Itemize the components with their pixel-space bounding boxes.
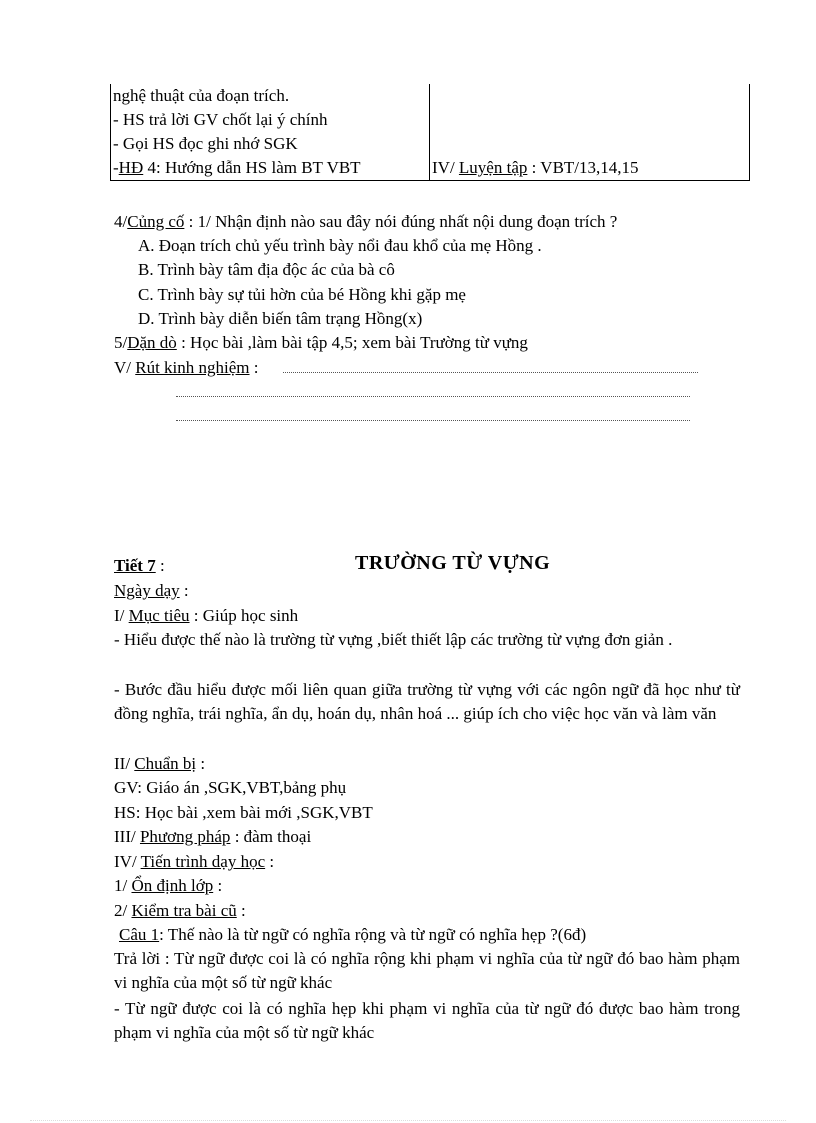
answer-c: C. Trình bày sự tủi hờn của bé Hồng khi gặp mẹ [138,285,466,304]
phuong-phap-label: Phương pháp [139,827,231,846]
table-cell [430,156,750,181]
text: Ngày dạy [114,581,180,600]
text: : [213,876,223,895]
text: V/ [114,358,136,377]
text: : Thế nào là từ ngữ có nghĩa rộng và từ ngữ có nghĩa hẹp ?(6đ) [159,925,587,944]
tien-trinh-label: Tiến trình dạy học [140,852,266,871]
chuan-bi-label: Chuẩn bị [134,754,197,773]
answer-b: B. Trình bày tâm địa độc ác của bà cô [138,260,395,279]
text: : đàm thoại [230,827,312,846]
muc-tieu-label: Mục tiêu [128,606,190,625]
dotted-line [176,396,690,397]
text: 5/ [114,333,128,352]
text: : Giúp học sinh [189,606,299,625]
text: I/ [114,606,129,625]
table-row [111,84,750,108]
table-cell: nghệ thuật của đoạn trích. [111,84,430,108]
text: IV/ [432,158,459,177]
text: : [265,852,275,871]
goal-paragraph: - Hiểu được thế nào là trường từ vựng ,biết thiết lập các trường từ vựng đơn giản . [114,630,673,649]
text: : [179,581,189,600]
hs-line: HS: Học bài ,xem bài mới ,SGK,VBT [114,803,373,822]
text: IV/ [114,852,141,871]
dan-do-label: Dặn dò [127,333,177,352]
table-cell: - HS trả lời GV chốt lại ý chính [111,108,430,132]
kiem-tra-bai-cu [114,899,246,923]
on-dinh-lop [114,874,222,898]
cau-1 [119,923,586,947]
dotted-line [176,420,690,421]
table-row [111,132,750,156]
answer-paragraph: - Từ ngữ được coi là có nghĩa hẹp khi phạm vi nghĩa của từ ngữ đó được bao hàm trong phạm vi nghĩa của một số từ ngữ khác [114,999,740,1042]
text: Tiết 7 [114,556,156,575]
chuan-bi [114,752,205,776]
text: III/ [114,827,140,846]
cung-co-question [114,210,617,234]
text: 2/ [114,901,132,920]
text: : VBT/13,14,15 [527,158,639,177]
table-cell [430,132,750,156]
rut-kinh-nghiem [114,356,259,380]
rut-kinh-nghiem-label: Rút kinh nghiệm [135,358,250,377]
page-title: TRƯỜNG TỪ VỰNG [355,552,551,574]
table-cell [111,156,430,181]
cung-co-label: Củng cố [127,212,185,231]
goal-paragraph: - Bước đầu hiểu được mối liên quan giữa trường từ vựng với các ngôn ngữ đã học như từ đồng nghĩa, trái nghĩa, ẩn dụ, hoán dụ, nhân hoá ... giúp ích cho việc học văn và làm văn [114,680,740,723]
cau-1-label: Câu 1 [119,925,160,944]
dan-do [114,331,528,355]
answer-a: A. Đoạn trích chủ yếu trình bày nổi đau khổ của mẹ Hồng . [138,236,542,255]
text: II/ [114,754,135,773]
lesson-plan-table [110,84,750,181]
ngay-day [114,579,189,603]
tien-trinh [114,850,274,874]
text: : [249,358,259,377]
text: : [196,754,206,773]
luyen-tap-label: Luyện tập [458,158,528,177]
text: : 1/ Nhận định nào sau đây nói đúng nhất nội dung đoạn trích ? [184,212,618,231]
hd-label: HĐ [118,158,144,177]
text: - [113,158,119,177]
muc-tieu [114,604,298,628]
text: : Học bài ,làm bài tập 4,5; xem bài Trường từ vựng [176,333,528,352]
table-cell [430,108,750,132]
page-divider [30,1120,786,1121]
phuong-phap [114,825,311,849]
text: 1/ [114,876,132,895]
text: 4: Hướng dẫn HS làm BT VBT [143,158,361,177]
table-row [111,108,750,132]
on-dinh-label: Ổn định lớp [131,876,214,895]
table-cell: - Gọi HS đọc ghi nhớ SGK [111,132,430,156]
text: : [236,901,246,920]
text: : [155,556,165,575]
tiet-label [114,554,165,578]
answer-paragraph: Trả lời : Từ ngữ được coi là có nghĩa rộng khi phạm vi nghĩa của từ ngữ đó bao hàm phạm vi nghĩa của một số từ ngữ khác [114,949,740,992]
dotted-line [283,372,698,373]
kiem-tra-label: Kiểm tra bài cũ [131,901,237,920]
table-cell [430,84,750,108]
text: 4/ [114,212,128,231]
table-row [111,156,750,181]
gv-line: GV: Giáo án ,SGK,VBT,bảng phụ [114,778,347,797]
answer-d: D. Trình bày diễn biến tâm trạng Hồng(x) [138,309,423,328]
